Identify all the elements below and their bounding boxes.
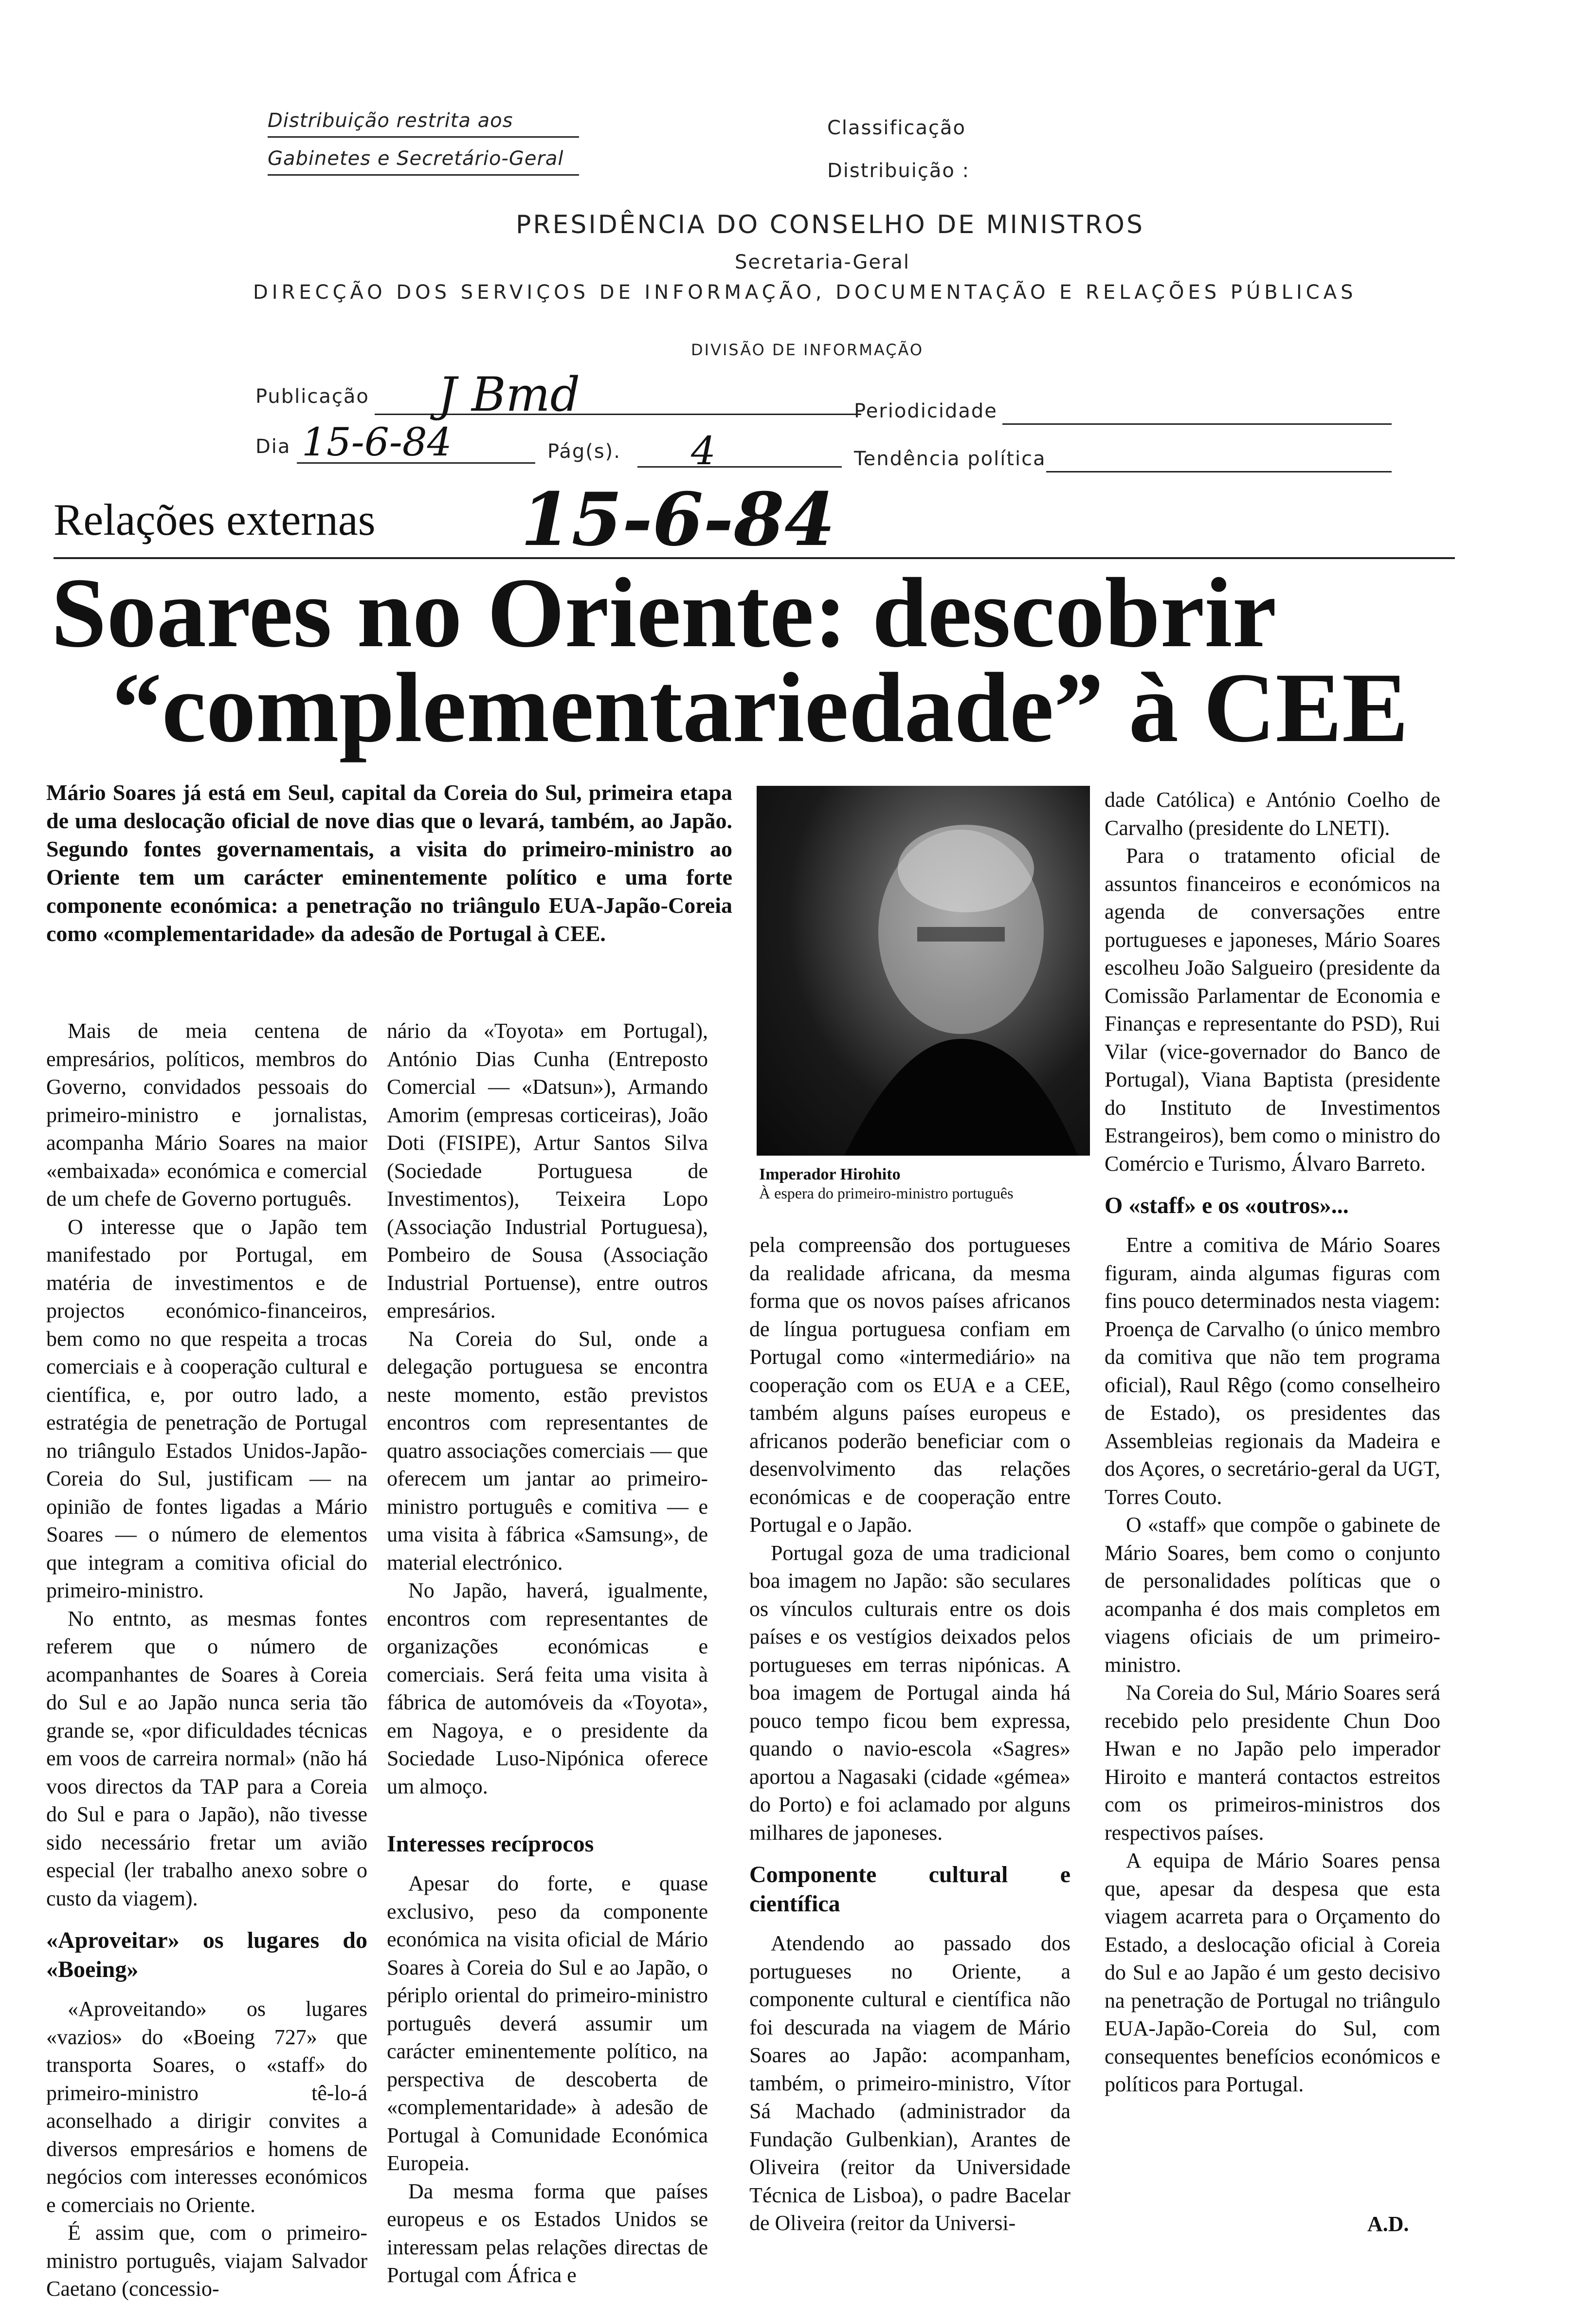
column-4 (1105, 786, 1440, 2099)
emperor-portrait (757, 786, 1090, 1156)
secretaria-geral: Secretaria-Geral (735, 251, 910, 273)
periodicidade-label: Periodicidade (854, 400, 998, 422)
headline-line-2: “complementariedade” à CEE (112, 653, 1409, 763)
subheading-staff: O «staff» e os «outros»... (1105, 1193, 1349, 1218)
paragraph: Apesar do forte, e quase exclusivo, peso da componente económica na visita oficial de Mário Soares à Coreia do Sul e ao Japão, o périplo oriental do primeiro-ministro português deverá assumir um carácter eminentemente político, na perspectiva de descoberta de «complementaridade» à adesão de Portugal à Comunidade Económica Europeia. (387, 1871, 708, 2175)
paragraph: dade Católica) e António Coelho de Carvalho (presidente do LNETI). (1105, 788, 1440, 840)
dia-label: Dia (255, 435, 291, 458)
presidencia-heading: PRESIDÊNCIA DO CONSELHO DE MINISTROS (516, 210, 1144, 239)
section-label: Relações externas (54, 495, 376, 544)
paragraph: O «staff» que compõe o gabinete de Mário Soares, bem como o conjunto de personalidades políticas que o acompanha é dos mais completos em viagens oficiais de um primeiro-ministro. (1105, 1513, 1440, 1677)
publicacao-value: J Bmd (438, 367, 580, 422)
paragraph: pela compreensão dos portugueses da realidade africana, da mesma forma que os novos países africanos de língua portuguesa confiam em Portugal como «intermediário» na cooperação com os EUA e a CEE, também alguns países europeus e africanos poderão beneficiar com o desenvolvimento das relações económicas e de cooperação entre Portugal e o Japão. (749, 1233, 1070, 1537)
subheading-cultural: Componente cultural e científica (749, 1862, 1070, 1917)
emperor-photo (757, 786, 1090, 1156)
tendencia-rule (1046, 471, 1392, 472)
handwritten-date: 15-6-84 (521, 477, 835, 562)
paragraph: A equipa de Mário Soares pensa que, apesar da despesa que esta viagem acarreta para o Orçamento do Estado, a deslocação oficial à Coreia do Sul e ao Japão é um gesto decisivo na penetração de Portugal no triângulo EUA-Japão-Coreia do Sul, com consequentes benefícios económicos e políticos para Portugal. (1105, 1849, 1440, 2096)
paragraph: Atendendo ao passado dos portugueses no Oriente, a componente cultural e científica não foi descurada na viagem de Mário Soares ao Japão: acompanham, também, o primeiro-ministro, Vítor Sá Machado (administrador da Fundação Gulbenkian), Arantes de Oliveira (reitor da Universidade Técnica de Lisboa), o padre Bacelar de Oliveira (reitor da Universi- (749, 1931, 1070, 2235)
column-3 (749, 1231, 1070, 2237)
paragraph: Entre a comitiva de Mário Soares figuram, ainda algumas figuras com fins pouco determinados nesta viagem: Proença de Carvalho (o único membro da comitiva que não tem programa oficial), Raul Rêgo (como conselheiro de Estado), os presidentes das Assembleias regionais da Madeira e dos Açores, o secretário-geral da UGT, Torres Couto. (1105, 1233, 1440, 1509)
distribuicao-label: Distribuição : (827, 160, 970, 182)
paragraph: Mais de meia centena de empresários, políticos, membros do Governo, convidados pessoais do primeiro-ministro e jornalistas, acompanha Mário Soares na maior «embaixada» económica e comercial de um chefe de Governo português. (46, 1019, 367, 1211)
subheading-boeing: «Aproveitar» os lugares do «Boeing» (46, 1927, 367, 1982)
periodicidade-rule (1002, 423, 1392, 425)
paragraph: É assim que, com o primeiro-ministro português, viajam Salvador Caetano (concessio- (46, 2221, 367, 2301)
distribution-note-rule-2 (268, 174, 579, 176)
publicacao-label: Publicação (255, 385, 369, 408)
paragraph: «Aproveitando» os lugares «vazios» do «Boeing 727» que transporta Soares, o «staff» do primeiro-ministro tê-lo-á aconselhado a dirigir convites a diversos empresários e homens de negócios com interesses económicos e comerciais no Oriente. (46, 1997, 367, 2217)
paragraph: Da mesma forma que países europeus e os Estados Unidos se interessam pelas relações directas de Portugal com África e (387, 2179, 708, 2287)
distribution-note-2: Gabinetes e Secretário-Geral (268, 147, 564, 170)
dia-value: 15-6-84 (302, 419, 452, 465)
pags-rule (637, 466, 842, 468)
pags-label: Pág(s). (547, 440, 621, 463)
divisao-heading: DIVISÃO DE INFORMAÇÃO (691, 341, 924, 359)
paragraph: No Japão, haverá, igualmente, encontros com representantes de organizações económicas e comerciais. Será feita uma visita à fábrica de automóveis da «Toyota», em Nagoya, e o presidente da Sociedade Luso-Nipónica oferece um almoço. (387, 1578, 708, 1798)
paragraph: O interesse que o Japão tem manifestado por Portugal, em matéria de investimentos e de projectos económico-financeiros, bem como no que respeita a trocas comerciais e à cooperação cultural e científica, e, por outro lado, a estratégia de penetração de Portugal no triângulo Estados Unidos-Japão-Coreia do Sul, justificam — na opinião de fontes ligadas a Mário Soares — o número de elementos que integram a comitiva oficial do primeiro-ministro. (46, 1215, 367, 1602)
photo-caption-text: À espera do primeiro-ministro português (759, 1184, 1014, 1202)
author-signature: A.D. (1367, 2212, 1409, 2236)
paragraph: No entnto, as mesmas fontes referem que o número de acompanhantes de Soares à Coreia do Sul e ao Japão nunca seria tão grande se, «por dificuldades técnicas em voos de carreira normal» (não há voos directos da TAP para a Coreia do Sul e para o Japão), não tivesse sido necessário fretar um avião especial (ler trabalho anexo sobre o custo da viagem). (46, 1606, 367, 1910)
paragraph: Portugal goza de uma tradicional boa imagem no Japão: são seculares os vínculos culturais entre os dois países e os vestígios deixados pelos portugueses em terras nipónicas. A boa imagem de Portugal ainda há pouco tempo ficou bem expressa, quando o navio-escola «Sagres» aportou a Nagasaki (cidade «gémea» do Porto) e foi aclamado por alguns milhares de japoneses. (749, 1541, 1070, 1845)
photo-caption-title: Imperador Hirohito (759, 1165, 901, 1183)
distribution-note-rule-1 (268, 136, 579, 138)
paragraph: Na Coreia do Sul, Mário Soares será recebido pelo presidente Chun Doo Hwan e no Japão pelo imperador Hiroito e manterá contactos estreitos com os primeiros-ministros dos respectivos países. (1105, 1681, 1440, 1845)
column-1 (46, 1017, 367, 2303)
paragraph: nário da «Toyota» em Portugal), António Dias Cunha (Entreposto Comercial — «Datsun»), Armando Amorim (empresas corticeiras), João Doti (FISIPE), Artur Santos Silva (Sociedade Portuguesa de Investimentos), Teixeira Lopo (Associação Industrial Portuguesa), Pombeiro de Sousa (Associação Industrial Portuense), entre outros empresários. (387, 1019, 708, 1323)
direccao-heading: DIRECÇÃO DOS SERVIÇOS DE INFORMAÇÃO, DOCUMENTAÇÃO E RELAÇÕES PÚBLICAS (253, 281, 1357, 304)
subheading-interesses: Interesses recíprocos (387, 1831, 594, 1857)
column-2 (387, 1017, 708, 2289)
headline-line-1: Soares no Oriente: descobrir (51, 558, 1277, 668)
distribution-note-1: Distribuição restrita aos (268, 109, 513, 132)
pags-value: 4 (691, 428, 716, 473)
classificacao-label: Classificação (827, 117, 966, 139)
lead-paragraph: Mário Soares já está em Seul, capital da Coreia do Sul, primeira etapa de uma deslocação oficial de nove dias que o levará, também, ao Japão. Segundo fontes governamentais, a visita do primeiro-ministro ao Oriente tem um carácter eminentemente político e uma forte componente económica: a penetração no triângulo EUA-Japão-Coreia como «complementaridade» da adesão de Portugal à CEE. (46, 780, 732, 946)
paragraph: Para o tratamento oficial de assuntos financeiros e económicos na agenda de conversações entre portugueses e japoneses, Mário Soares escolheu João Salgueiro (presidente da Comissão Parlamentar de Economia e Finanças e representante do PSD), Rui Vilar (vice-governador do Banco de Portugal), Viana Baptista (presidente do Instituto de Investimentos Estrangeiros), bem como o ministro do Comércio e Turismo, Álvaro Barreto. (1105, 844, 1440, 1176)
paragraph: Na Coreia do Sul, onde a delegação portuguesa se encontra neste momento, estão previstos encontros com representantes de quatro associações comerciais — que oferecem um jantar ao primeiro-ministro português e comitiva — e uma visita à fábrica «Samsung», de material electrónico. (387, 1326, 708, 1575)
tendencia-label: Tendência política (854, 448, 1046, 470)
